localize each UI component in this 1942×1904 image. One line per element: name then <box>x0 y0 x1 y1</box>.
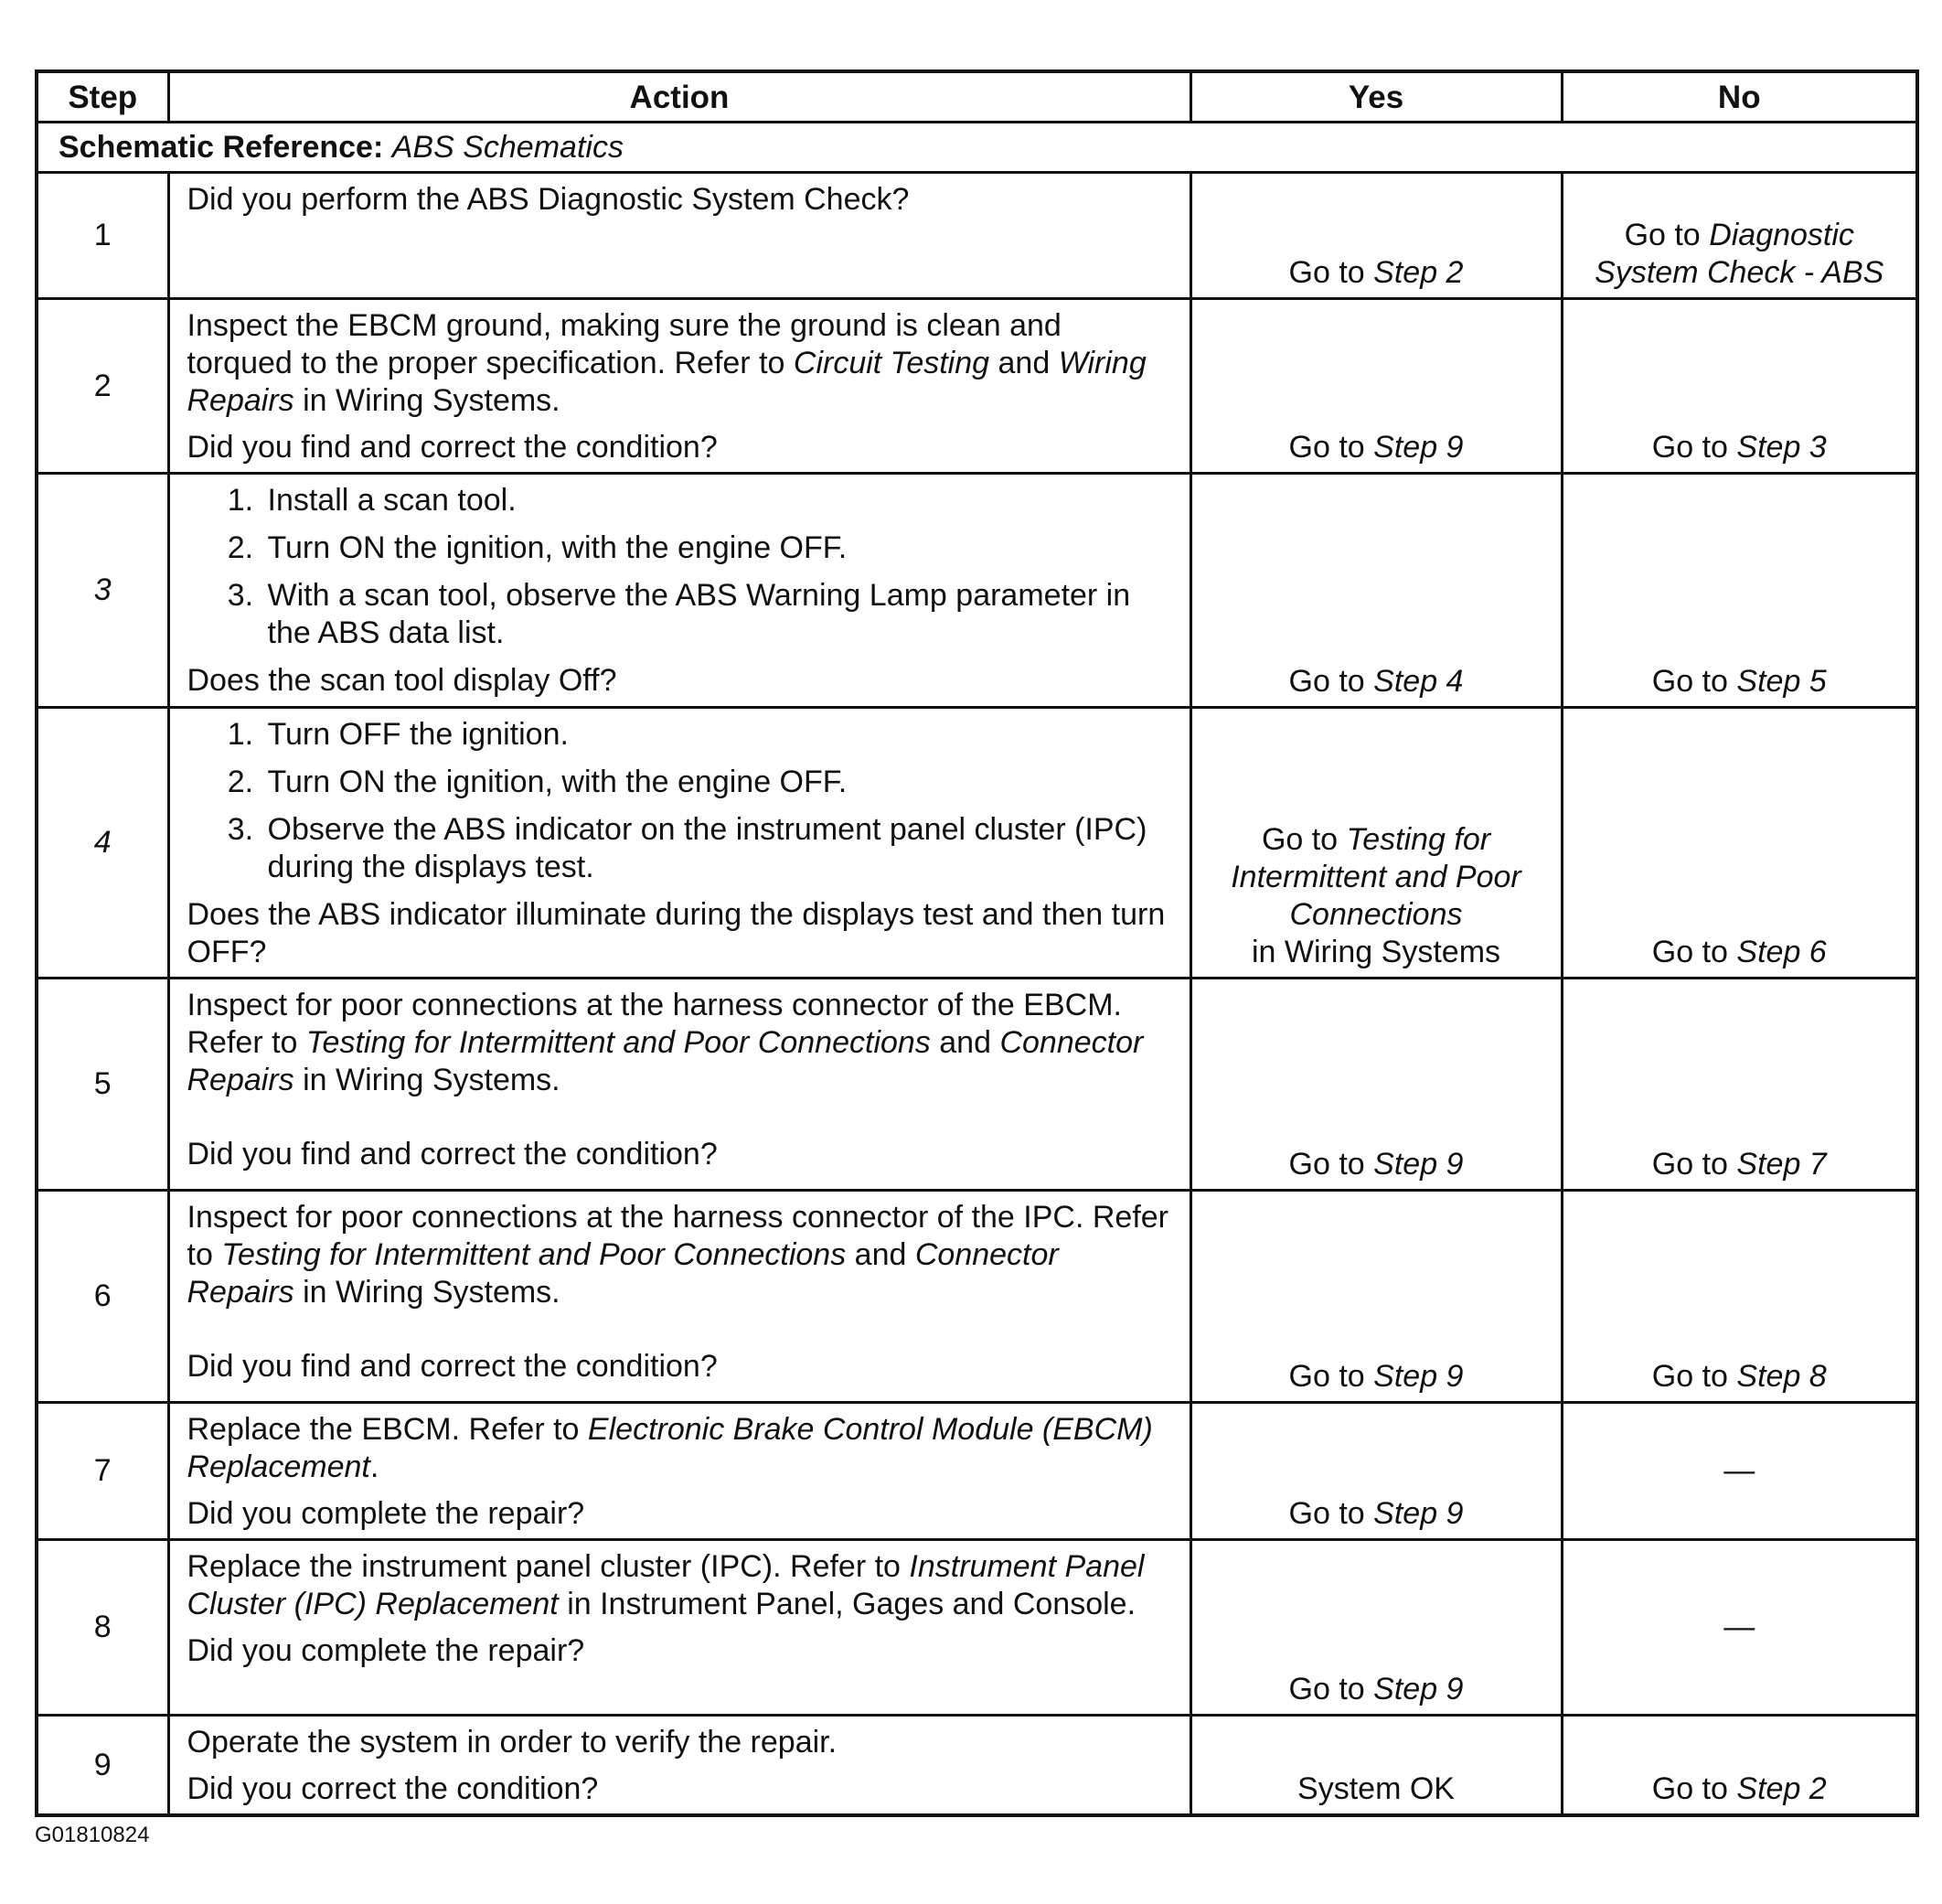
action-question: Did you complete the repair? <box>187 1633 585 1668</box>
yes-cell <box>1190 708 1562 979</box>
action-step-item: 1. Turn OFF the ignition. <box>262 716 1172 754</box>
action-text-c: in Wiring Systems. <box>303 1275 560 1310</box>
action-cell <box>168 474 1190 708</box>
action-question: Does the ABS indicator illuminate during the displays test and then turn OFF? <box>187 897 1166 969</box>
yes-prefix: Go to <box>1261 822 1339 857</box>
action-text-a: Inspect the EBCM ground, making sure the ground is clean and torqued to the proper specification. Refer to <box>187 308 1062 380</box>
action-text-b: and <box>998 346 1051 380</box>
no-dash: — <box>1723 1610 1755 1644</box>
table-row <box>37 708 1917 979</box>
action-question: Did you correct the condition? <box>187 1771 599 1806</box>
action-text-b: . <box>369 1449 379 1484</box>
yes-prefix: Go to <box>1288 430 1365 465</box>
action-cell <box>168 1716 1190 1816</box>
no-link[interactable]: Step 5 <box>1736 664 1827 699</box>
action-text-b: and <box>854 1237 907 1272</box>
action-question: Does the scan tool display Off? <box>187 663 617 698</box>
action-question: Did you find and correct the condition? <box>187 430 718 465</box>
table-row <box>37 299 1917 474</box>
yes-cell <box>1190 173 1562 299</box>
header-row <box>37 71 1917 123</box>
action-cell <box>168 299 1190 474</box>
step-number: 3 <box>37 474 168 708</box>
step-number: 5 <box>37 979 168 1191</box>
action-ref-link[interactable]: Connector Repairs <box>187 1025 1144 1097</box>
action-question: Did you complete the repair? <box>187 1496 585 1531</box>
action-question: Did you find and correct the condition? <box>187 1349 718 1384</box>
table-row <box>37 474 1917 708</box>
yes-link[interactable]: Step 9 <box>1373 1672 1464 1706</box>
no-prefix: Go to <box>1624 218 1701 252</box>
no-cell <box>1562 173 1917 299</box>
no-link[interactable]: Step 7 <box>1736 1147 1827 1182</box>
action-step-item: 3. Observe the ABS indicator on the instrument panel cluster (IPC) during the displays test. <box>262 811 1172 886</box>
table-row <box>37 1403 1917 1540</box>
action-ref-link[interactable]: Wiring Repairs <box>187 346 1147 418</box>
action-text <box>187 987 1172 1099</box>
no-cell <box>1562 1716 1917 1816</box>
no-prefix: Go to <box>1651 1771 1728 1806</box>
action-text <box>187 1548 1172 1623</box>
no-cell <box>1562 299 1917 474</box>
action-step-item: 2. Turn ON the ignition, with the engine OFF. <box>262 529 1172 567</box>
no-cell <box>1562 708 1917 979</box>
action-text <box>187 1411 1172 1486</box>
schematic-reference <box>37 123 1917 173</box>
no-prefix: Go to <box>1651 1359 1728 1394</box>
action-text-b: in Instrument Panel, Gages and Console. <box>567 1587 1136 1621</box>
diagnostic-table <box>35 70 1919 1817</box>
action-text-c: in Wiring Systems. <box>303 383 560 418</box>
yes-prefix: Go to <box>1288 1147 1365 1182</box>
no-cell <box>1562 1540 1917 1716</box>
action-text-a: Replace the instrument panel cluster (IPC). Refer to <box>187 1549 901 1584</box>
yes-text: System OK <box>1297 1771 1455 1806</box>
action-step-item: 1. Install a scan tool. <box>262 482 1172 519</box>
no-prefix: Go to <box>1651 664 1728 699</box>
header-step: Step <box>37 71 168 123</box>
yes-cell <box>1190 1540 1562 1716</box>
action-cell <box>168 708 1190 979</box>
yes-cell <box>1190 474 1562 708</box>
no-prefix: Go to <box>1651 935 1728 969</box>
no-cell <box>1562 979 1917 1191</box>
schematic-reference-label: Schematic Reference: <box>59 129 384 165</box>
no-dash: — <box>1723 1453 1755 1488</box>
table-row <box>37 979 1917 1191</box>
action-ref-link[interactable]: Instrument Panel Cluster (IPC) Replacement <box>187 1549 1145 1621</box>
step-number: 7 <box>37 1403 168 1540</box>
yes-prefix: Go to <box>1288 664 1365 699</box>
yes-prefix: Go to <box>1288 1359 1365 1394</box>
table-row <box>37 173 1917 299</box>
action-text <box>187 307 1172 420</box>
yes-cell <box>1190 1403 1562 1540</box>
step-number: 4 <box>37 708 168 979</box>
action-ref-link[interactable]: Testing for Intermittent and Poor Connections <box>305 1025 931 1060</box>
header-no: No <box>1562 71 1917 123</box>
figure-id: G01810824 <box>35 1823 150 1847</box>
action-text-c: in Wiring Systems. <box>303 1063 560 1097</box>
action-step-item: 3. With a scan tool, observe the ABS Warning Lamp parameter in the ABS data list. <box>262 577 1172 652</box>
yes-cell <box>1190 1191 1562 1403</box>
no-prefix: Go to <box>1651 1147 1728 1182</box>
step-number: 1 <box>37 173 168 299</box>
action-text: Operate the system in order to verify the repair. <box>187 1725 838 1760</box>
no-link[interactable]: Step 8 <box>1736 1359 1827 1394</box>
action-ref-link[interactable]: Testing for Intermittent and Poor Connections <box>221 1237 847 1272</box>
table-row <box>37 1540 1917 1716</box>
action-step-item: 2. Turn ON the ignition, with the engine OFF. <box>262 764 1172 801</box>
step-number: 8 <box>37 1540 168 1716</box>
action-text-a: Inspect for poor connections at the harness connector of the IPC. Refer to <box>187 1200 1168 1272</box>
yes-link[interactable]: Step 2 <box>1373 255 1464 290</box>
action-cell <box>168 1540 1190 1716</box>
step-number: 9 <box>37 1716 168 1816</box>
yes-cell <box>1190 299 1562 474</box>
action-cell <box>168 979 1190 1191</box>
step-number: 6 <box>37 1191 168 1403</box>
action-cell <box>168 1191 1190 1403</box>
yes-suffix: in Wiring Systems <box>1251 935 1501 969</box>
no-prefix: Go to <box>1651 430 1728 465</box>
yes-link[interactable]: Step 9 <box>1373 1147 1464 1182</box>
no-link[interactable]: Step 2 <box>1736 1771 1827 1806</box>
table-row <box>37 1191 1917 1403</box>
action-ref-link[interactable]: Electronic Brake Control Module (EBCM) Replacement <box>187 1412 1153 1484</box>
no-link[interactable]: Step 6 <box>1736 935 1827 969</box>
yes-prefix: Go to <box>1288 255 1365 290</box>
header-action: Action <box>168 71 1190 123</box>
action-text-a: Inspect for poor connections at the harness connector of the EBCM. Refer to <box>187 988 1122 1060</box>
yes-prefix: Go to <box>1288 1496 1365 1531</box>
action-text-b: and <box>939 1025 991 1060</box>
no-link[interactable]: Step 3 <box>1736 430 1827 465</box>
action-cell <box>168 1403 1190 1540</box>
yes-link[interactable]: Step 9 <box>1373 1496 1464 1531</box>
yes-link[interactable]: Step 9 <box>1373 1359 1464 1394</box>
action-ref-link[interactable]: Circuit Testing <box>793 346 990 380</box>
action-text <box>187 1199 1172 1311</box>
yes-link[interactable]: Testing for Intermittent and Poor Connections <box>1231 822 1521 932</box>
action-steps-list <box>187 482 1172 652</box>
action-steps-list <box>187 716 1172 886</box>
action-text-a: Replace the EBCM. Refer to <box>187 1412 580 1447</box>
table-row <box>37 1716 1917 1816</box>
step-number: 2 <box>37 299 168 474</box>
yes-link[interactable]: Step 4 <box>1373 664 1464 699</box>
action-question: Did you find and correct the condition? <box>187 1137 718 1171</box>
no-cell <box>1562 1403 1917 1540</box>
no-link[interactable]: Diagnostic System Check - ABS <box>1595 218 1884 290</box>
no-cell <box>1562 1191 1917 1403</box>
header-yes: Yes <box>1190 71 1562 123</box>
yes-prefix: Go to <box>1288 1672 1365 1706</box>
yes-link[interactable]: Step 9 <box>1373 430 1464 465</box>
action-ref-link[interactable]: Connector Repairs <box>187 1237 1059 1310</box>
schematic-reference-link[interactable]: ABS Schematics <box>391 129 624 165</box>
schematic-reference-row <box>37 123 1917 173</box>
yes-cell <box>1190 1716 1562 1816</box>
action-cell <box>168 173 1190 299</box>
yes-cell <box>1190 979 1562 1191</box>
no-cell <box>1562 474 1917 708</box>
action-question: Did you perform the ABS Diagnostic System Check? <box>187 182 910 217</box>
